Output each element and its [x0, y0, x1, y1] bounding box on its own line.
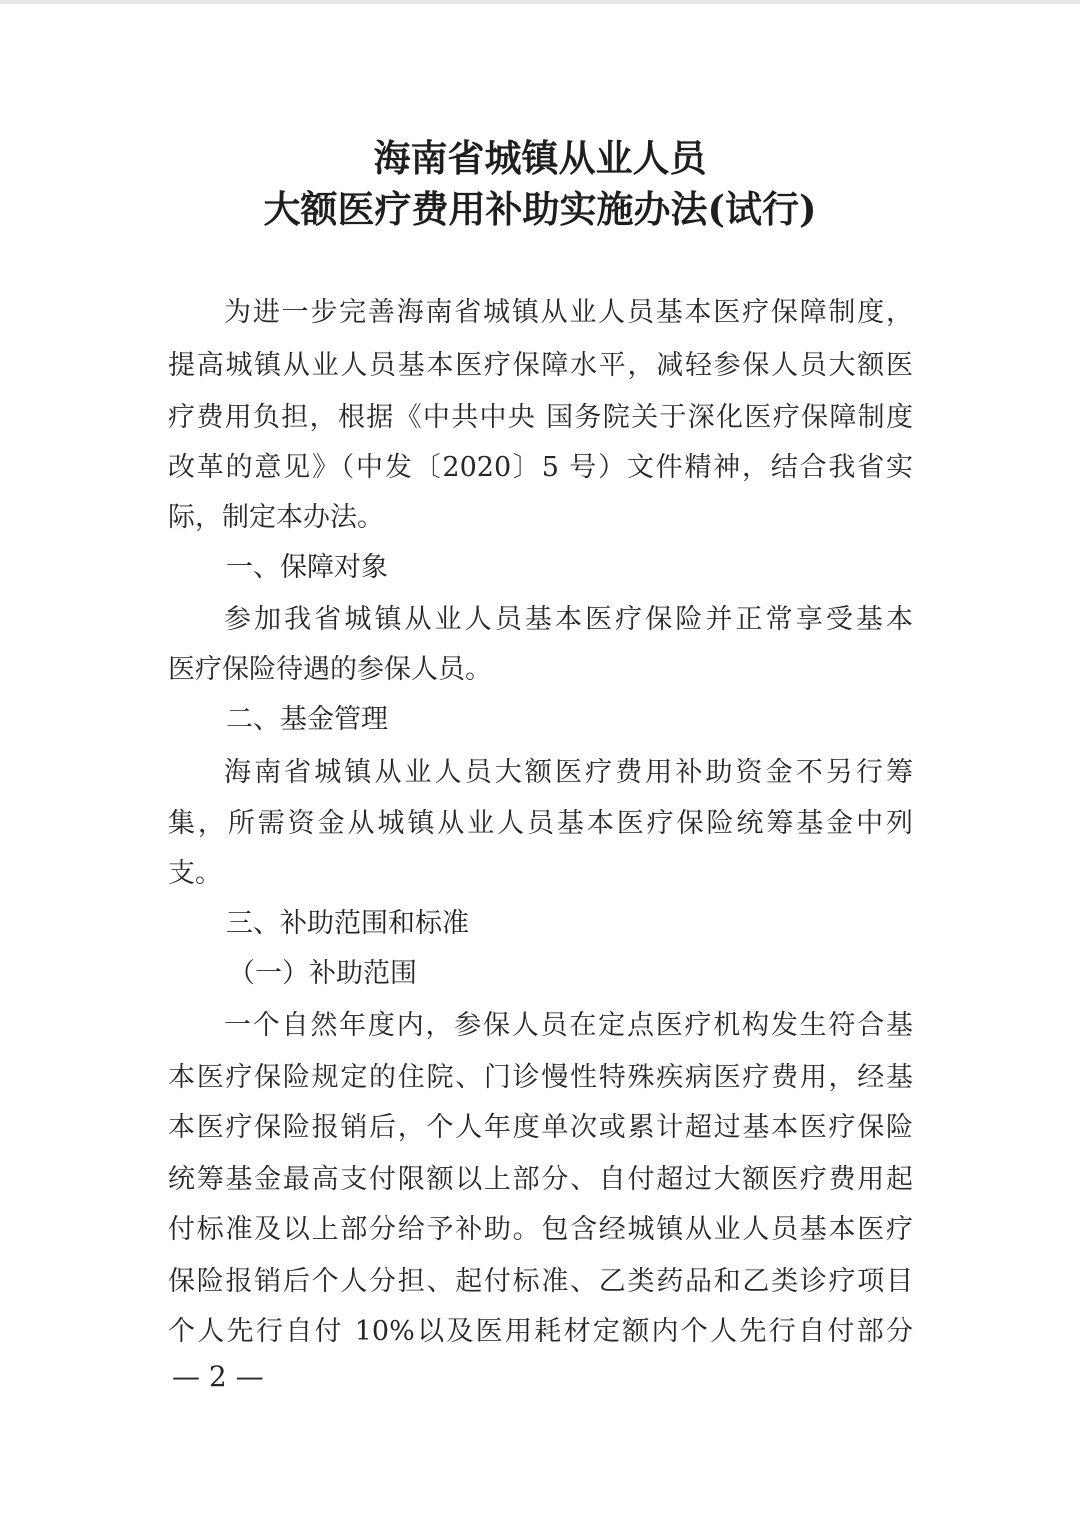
intro-line-2: 提高城镇从业人员基本医疗保障水平，减轻参保人员大额医	[168, 350, 913, 381]
section3-line-1: 一个自然年度内，参保人员在定点医疗机构发生符合基	[224, 1010, 913, 1041]
section3-line-3: 本医疗保险报销后，个人年度单次或累计超过基本医疗保险	[168, 1112, 913, 1143]
section3-line-4: 统筹基金最高支付限额以上部分、自付超过大额医疗费用起	[168, 1164, 913, 1195]
section3-line-2: 本医疗保险规定的住院、门诊慢性特殊疾病医疗费用，经基	[168, 1062, 913, 1093]
intro-line-5: 际，制定本办法。	[168, 502, 384, 533]
intro-line-3: 疗费用负担，根据《中共中央 国务院关于深化医疗保障制度	[168, 402, 913, 433]
section2-line-1: 海南省城镇从业人员大额医疗费用补助资金不另行筹	[224, 757, 913, 788]
section2-line-3: 支。	[168, 858, 222, 889]
scan-top-edge	[0, 0, 1080, 4]
section3-subheading: （一）补助范围	[228, 958, 417, 989]
section-heading-1: 一、保障对象	[226, 552, 388, 583]
section1-line-1: 参加我省城镇从业人员基本医疗保险并正常享受基本	[224, 604, 913, 635]
section-heading-2: 二、基金管理	[226, 704, 388, 735]
intro-line-4: 改革的意见》（中发〔2020〕5 号）文件精神，结合我省实	[168, 452, 913, 483]
section-heading-3: 三、补助范围和标准	[226, 908, 469, 939]
page-number: — 2 —	[172, 1360, 264, 1393]
section3-line-5: 付标准及以上部分给予补助。包含经城镇从业人员基本医疗	[168, 1214, 913, 1245]
section3-line-6: 保险报销后个人分担、起付标准、乙类药品和乙类诊疗项目	[168, 1266, 913, 1297]
section2-line-2: 集，所需资金从城镇从业人员基本医疗保险统筹基金中列	[168, 808, 913, 839]
section3-line-7: 个人先行自付 10%以及医用耗材定额内个人先行自付部分	[168, 1316, 913, 1347]
document-title-line-2: 大额医疗费用补助实施办法(试行)	[263, 187, 817, 231]
intro-line-1: 为进一步完善海南省城镇从业人员基本医疗保障制度，	[224, 297, 913, 328]
document-title-line-1: 海南省城镇从业人员	[373, 136, 707, 180]
section1-line-2: 医疗保险待遇的参保人员。	[168, 654, 492, 685]
